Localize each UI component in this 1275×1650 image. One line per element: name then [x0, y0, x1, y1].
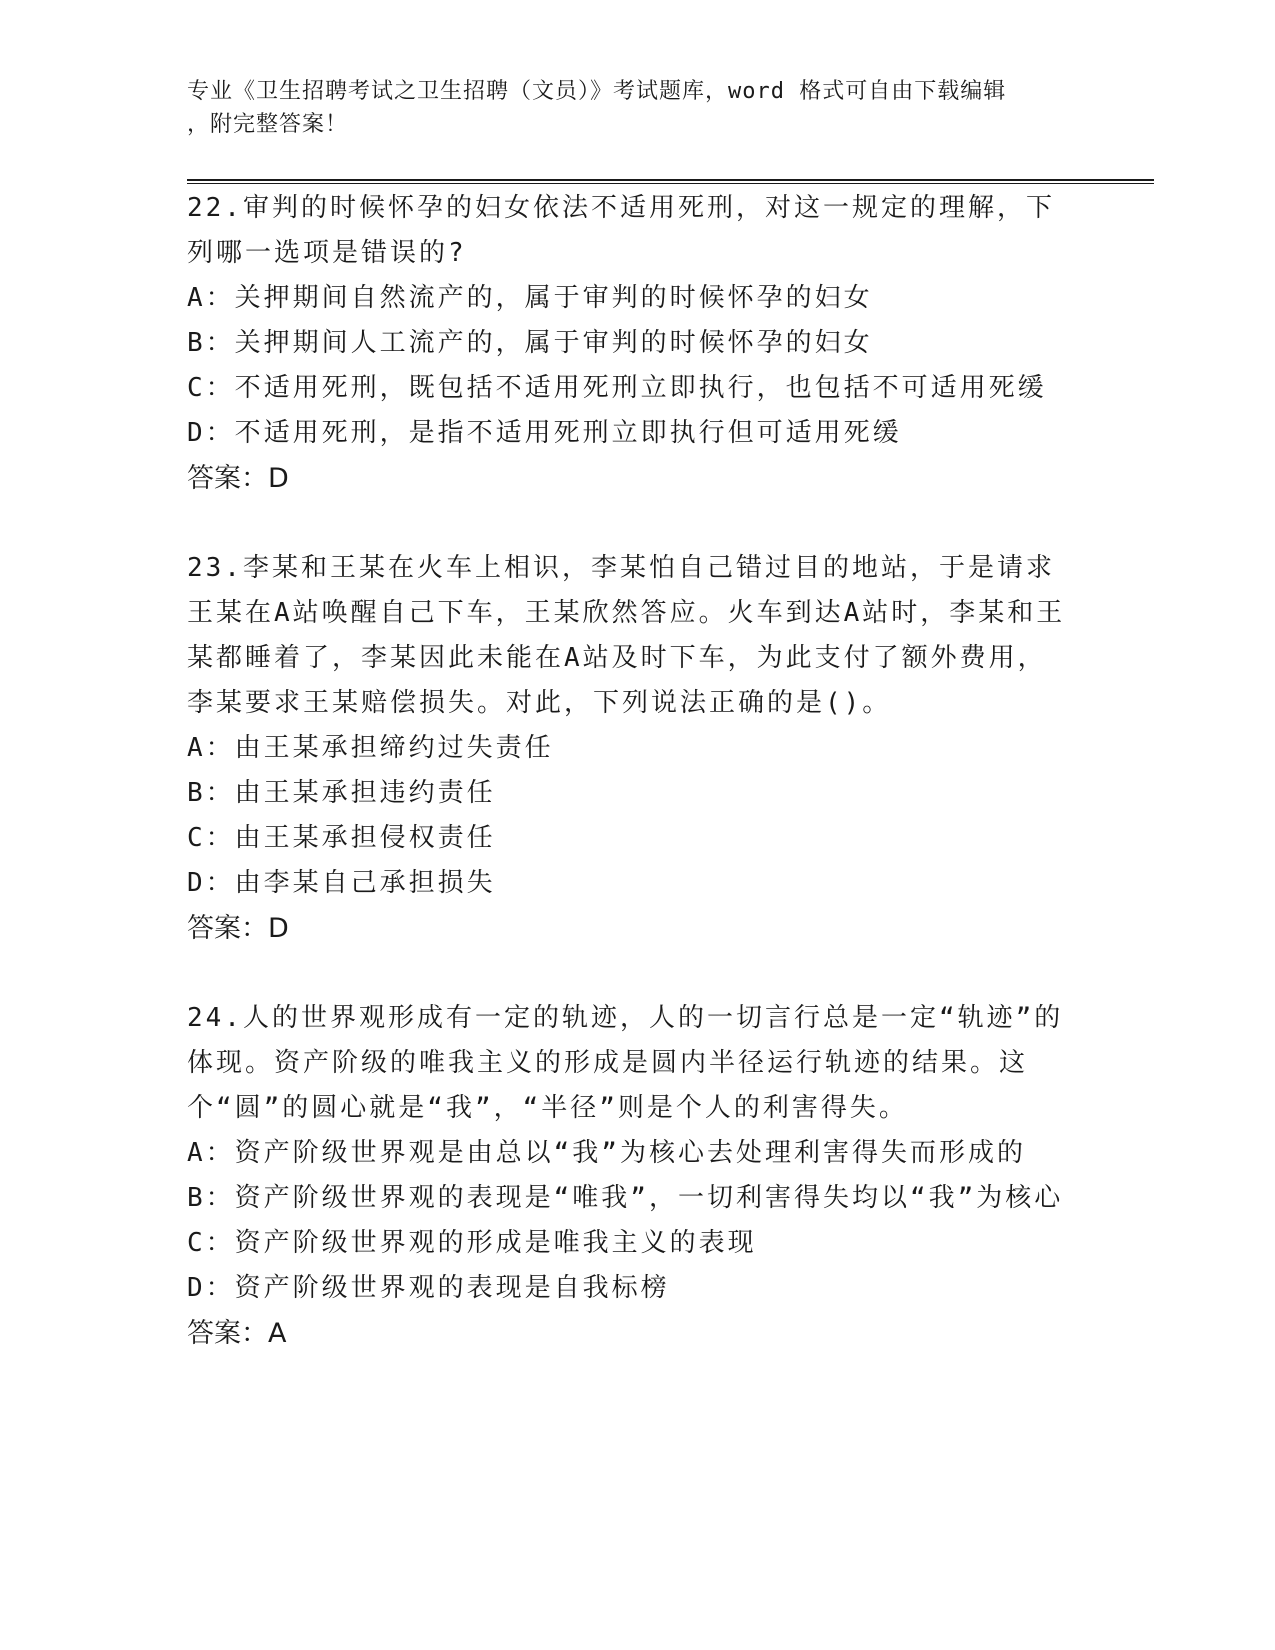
answer: 答案：D — [187, 463, 289, 494]
option-a: A：由王某承担缔约过失责任 — [187, 733, 554, 763]
option-d: D：资产阶级世界观的表现是自我标榜 — [187, 1273, 670, 1303]
question-text: 24.人的世界观形成有一定的轨迹，人的一切言行总是一定“轨迹”的体现。资产阶级的唯我主义的形成是圆内半径运行轨迹的结果。这个“圆”的圆心就是“我”，“半径”则是个人的利害得失。 — [187, 1003, 1064, 1123]
question-22 — [187, 186, 1067, 501]
document-header — [187, 75, 1067, 141]
question-list — [187, 186, 1067, 1356]
question-text: 22.审判的时候怀孕的妇女依法不适用死刑，对这一规定的理解，下列哪一选项是错误的? — [187, 193, 1055, 268]
option-d: D：不适用死刑，是指不适用死刑立即执行但可适用死缓 — [187, 418, 902, 448]
answer: 答案：D — [187, 913, 289, 944]
option-c: C：不适用死刑，既包括不适用死刑立即执行，也包括不可适用死缓 — [187, 373, 1047, 403]
option-b: B：由王某承担违约责任 — [187, 778, 496, 808]
option-b: B：关押期间人工流产的，属于审判的时候怀孕的妇女 — [187, 328, 873, 358]
option-d: D：由李某自己承担损失 — [187, 868, 496, 898]
header-title-line-2: ，附完整答案！ — [187, 112, 349, 137]
option-a: A：资产阶级世界观是由总以“我”为核心去处理利害得失而形成的 — [187, 1138, 1026, 1168]
answer: 答案：A — [187, 1318, 287, 1349]
option-c: C：资产阶级世界观的形成是唯我主义的表现 — [187, 1228, 757, 1258]
question-24 — [187, 996, 1067, 1356]
option-a: A：关押期间自然流产的，属于审判的时候怀孕的妇女 — [187, 283, 873, 313]
question-text: 23.李某和王某在火车上相识，李某怕自己错过目的地站，于是请求王某在A站唤醒自己下车，王某欣然答应。火车到达A站时，李某和王某都睡着了，李某因此未能在A站及时下车，为此支付了额外费用，李某要求王某赔偿损失。对此，下列说法正确的是()。 — [187, 553, 1066, 718]
question-23 — [187, 546, 1067, 951]
option-c: C：由王某承担侵权责任 — [187, 823, 496, 853]
header-divider — [187, 179, 1154, 184]
option-b: B：资产阶级世界观的表现是“唯我”，一切利害得失均以“我”为核心 — [187, 1183, 1064, 1213]
header-title-line-1: 专业《卫生招聘考试之卫生招聘（文员）》考试题库，word 格式可自由下载编辑 — [187, 79, 1007, 104]
